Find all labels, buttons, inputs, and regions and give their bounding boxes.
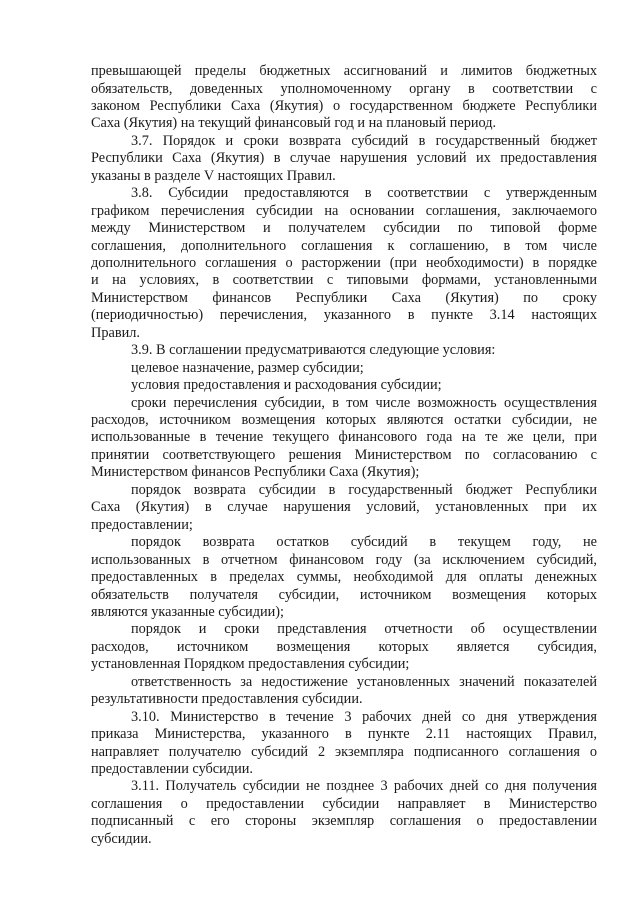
text-line: предоставлении субсидии. <box>91 761 253 777</box>
text-line: использованных в отчетном финансовом году (за исключением субсидий, <box>91 551 597 568</box>
text-line: подписанный с его стороны экземпляр соглашения о предоставлении <box>91 813 597 830</box>
text-line: 3.8. Субсидии предоставляются в соответствии с утвержденным <box>131 185 597 202</box>
text-line: направляет получателю субсидий 2 экземпляра подписанного соглашения о <box>91 743 597 760</box>
text-line: (периодичностью) перечисления, указанного в пункте 3.14 настоящих <box>91 307 597 324</box>
text-line: 3.11. Получатель субсидии не позднее 3 рабочих дней со дня получения <box>131 778 597 795</box>
text-line: порядок возврата остатков субсидий в текущем году, не <box>131 534 597 551</box>
text-line: предоставленных в пределах суммы, необходимой для оплаты денежных <box>91 569 597 585</box>
text-line: 3.7. Порядок и сроки возврата субсидий в государственный бюджет <box>131 132 597 149</box>
text-line: Саха (Якутия) в случае нарушения условий, установленных при их <box>91 499 597 516</box>
text-line: предоставлении; <box>91 516 193 533</box>
text-line: целевое назначение, размер субсидии; <box>131 359 364 376</box>
text-line: между Министерством и получателем субсидии по типовой форме <box>91 220 597 236</box>
text-line: расходов, источником возмещения которых является субсидия, <box>91 638 597 655</box>
text-line: установленная Порядком предоставления субсидии; <box>91 656 410 673</box>
text-line: превышающей пределы бюджетных ассигнований и лимитов бюджетных <box>91 63 597 79</box>
text-line: использованные в течение текущего финансового года на те же цели, при <box>91 429 597 446</box>
text-line: 3.10. Министерство в течение 3 рабочих дней со дня утверждения <box>131 708 597 725</box>
text-line: субсидии. <box>91 830 152 847</box>
text-line: Министерством финансов Республики Саха (Якутия) по сроку <box>91 289 597 306</box>
text-line: порядок возврата субсидии в государственный бюджет Республики <box>131 481 597 498</box>
text-line: Саха (Якутия) на текущий финансовый год и на плановый период. <box>91 115 497 132</box>
text-line: обязательств, доведенных уполномоченному органу в соответствии с <box>91 80 597 97</box>
text-line: Правил. <box>91 324 140 341</box>
text-line: порядок и сроки представления отчетности об осуществлении <box>131 621 597 638</box>
text-line: дополнительного соглашения о расторжении (при необходимости) в порядке <box>91 254 597 271</box>
text-line: и на условиях, в соответствии с типовыми формами, установленными <box>91 272 597 289</box>
text-line: 3.9. В соглашении предусматриваются следующие условия: <box>131 342 496 359</box>
text-line: принятии соответствующего решения Министерством по согласованию с <box>91 446 597 463</box>
text-line: указаны в разделе V настоящих Правил. <box>91 167 336 184</box>
text-line: соглашения о предоставлении субсидии направляет в Министерство <box>91 795 597 812</box>
text-line: обязательств получателя субсидии, источником возмещения которых <box>91 586 597 603</box>
text-line: Республики Саха (Якутия) в случае нарушения условий их предоставления <box>91 150 597 167</box>
text-line: условия предоставления и расходования субсидии; <box>131 377 442 394</box>
text-line: приказа Министерства, указанного в пункте 2.11 настоящих Правил, <box>91 726 597 743</box>
text-line: Министерством финансов Республики Саха (Якутия); <box>91 464 420 481</box>
text-line: расходов, источником возмещения которых являются остатки субсидии, не <box>91 412 597 428</box>
text-line: соглашения, дополнительного соглашения к соглашению, в том числе <box>91 237 597 254</box>
text-line: законом Республики Саха (Якутия) о государственном бюджете Республики <box>91 97 597 114</box>
text-line: результативности предоставления субсидии. <box>91 691 363 708</box>
text-line: сроки перечисления субсидии, в том числе возможность осуществления <box>131 394 597 411</box>
text-line: графиком перечисления субсидии на основании соглашения, заключаемого <box>91 202 597 219</box>
text-line: являются указанные субсидии); <box>91 603 285 620</box>
text-line: ответственность за недостижение установленных значений показателей <box>131 673 597 690</box>
